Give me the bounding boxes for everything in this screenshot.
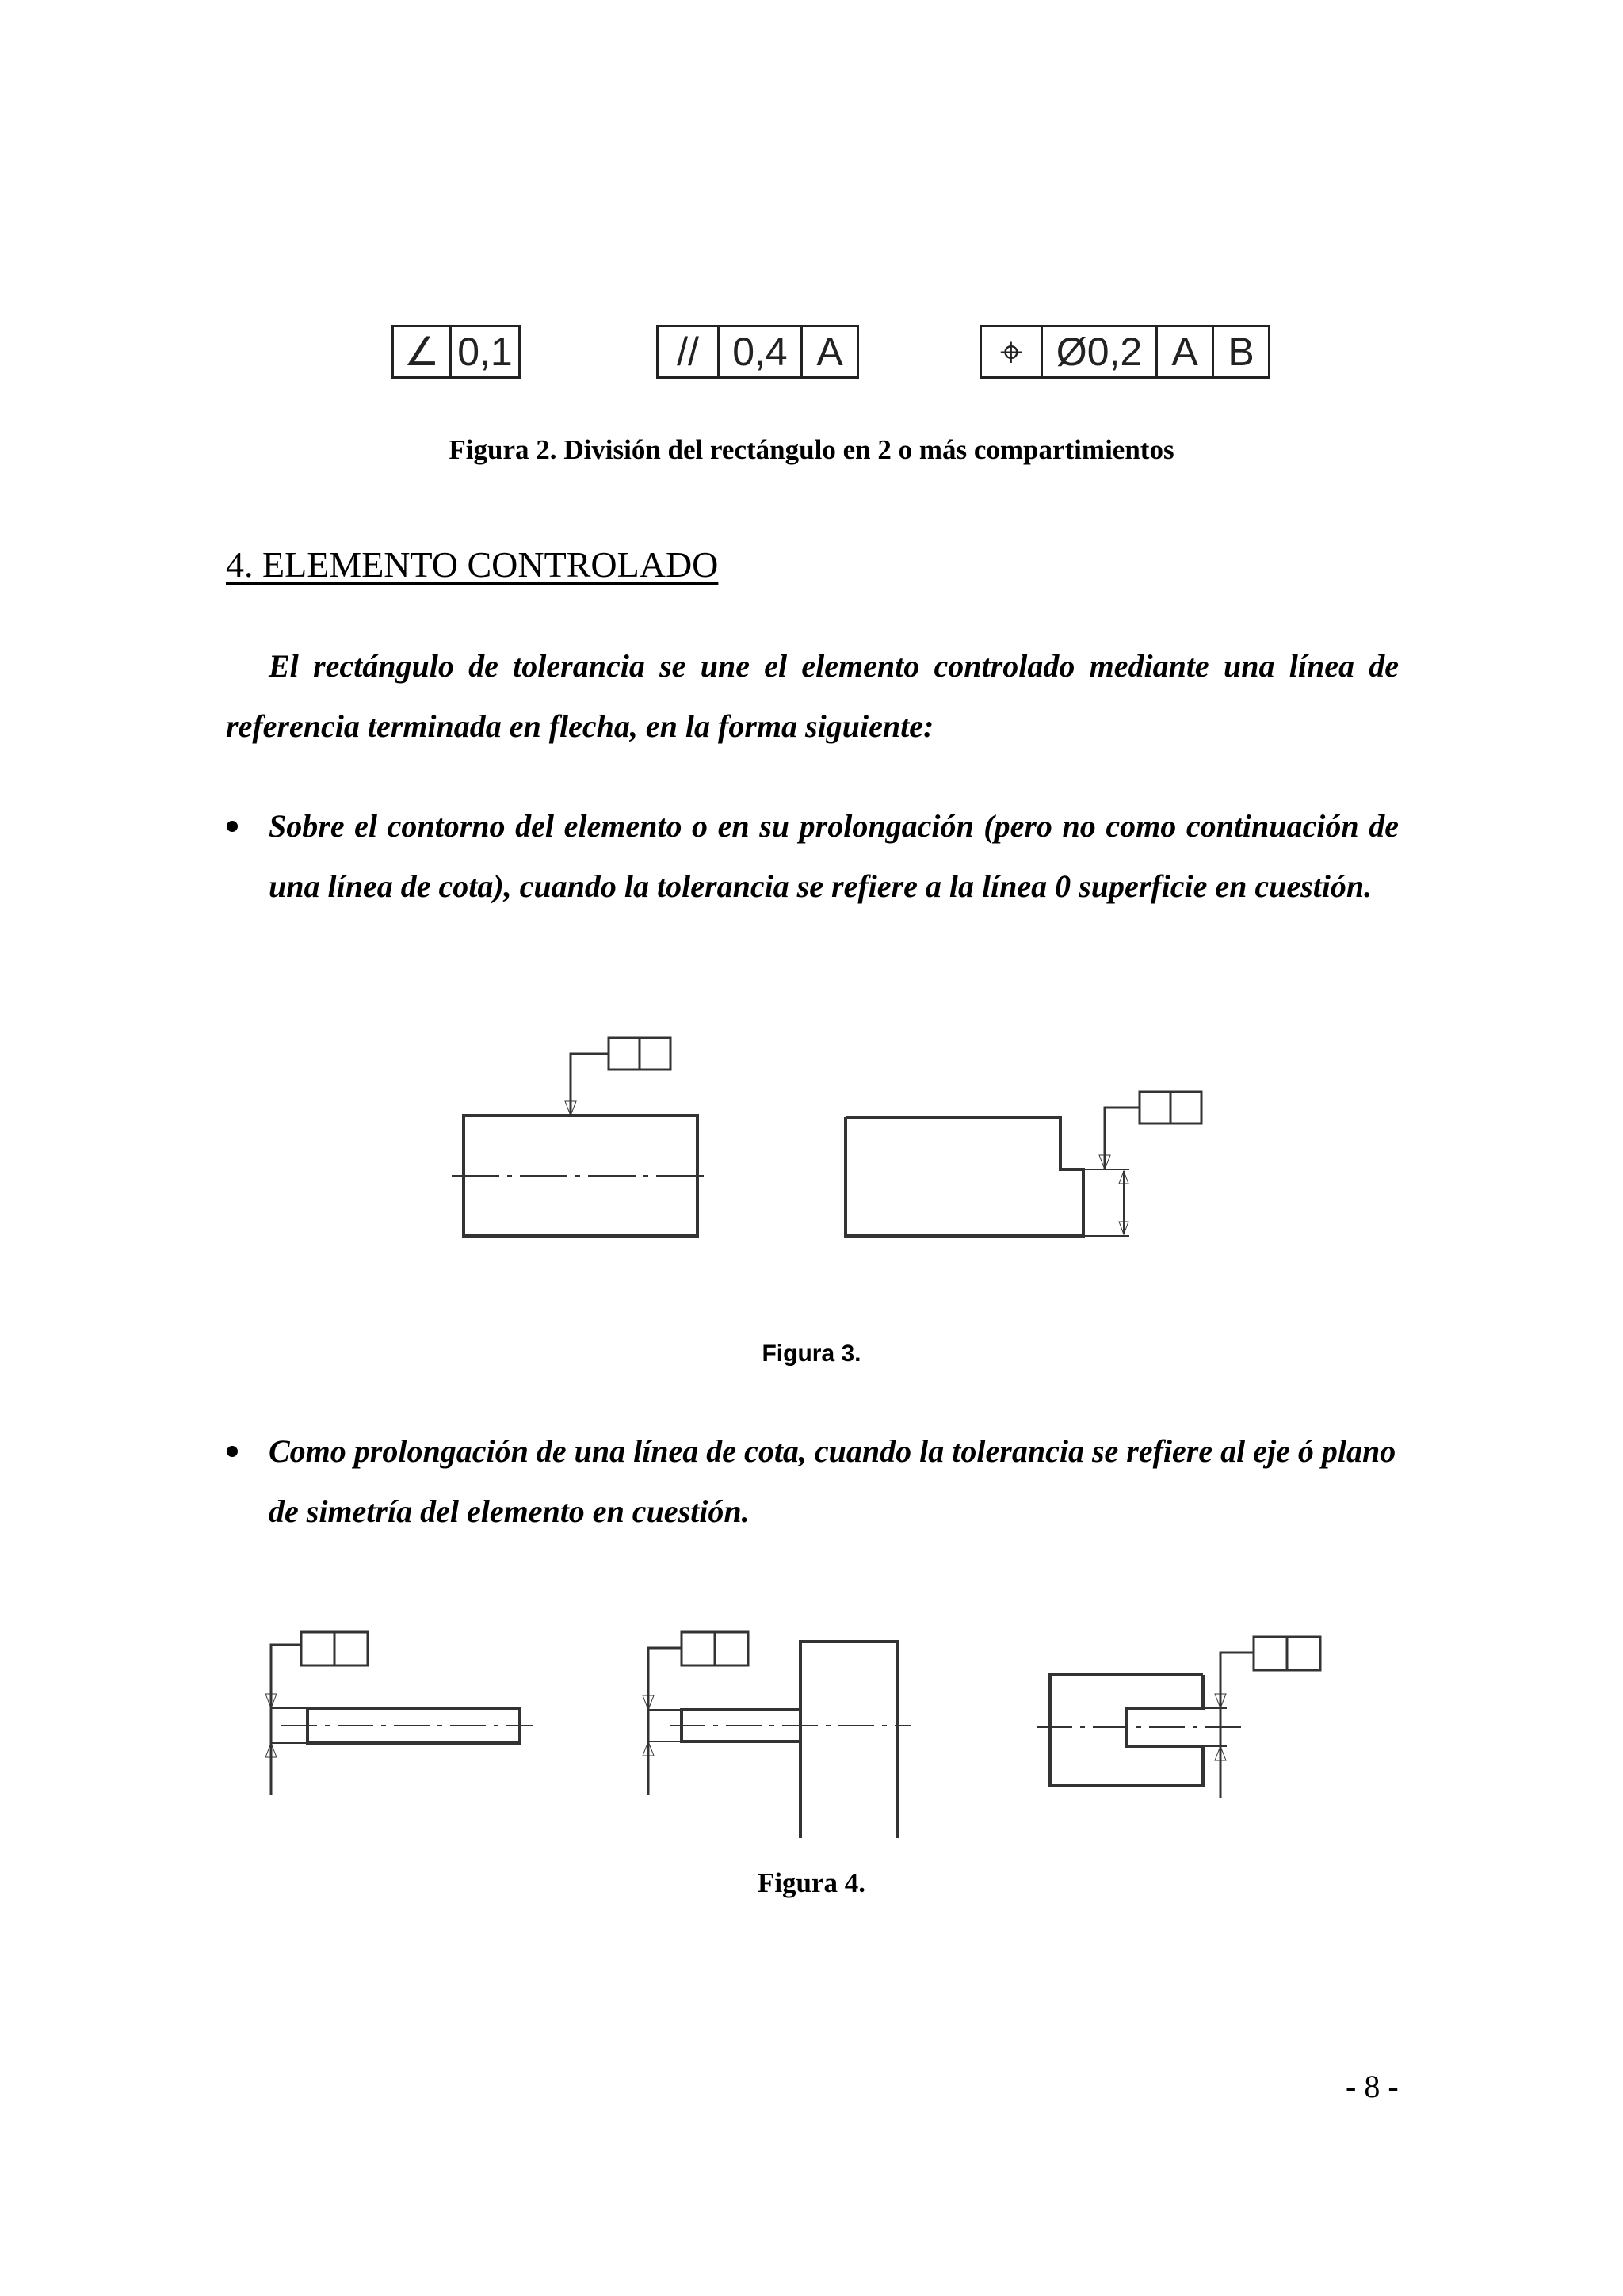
- leader-line: [571, 1054, 609, 1116]
- datum-cell: A: [1158, 327, 1214, 376]
- figure-4-drawing: [0, 1616, 1623, 1838]
- figure-3-drawing: [0, 1022, 1623, 1260]
- tolerance-frame-angularity: [391, 325, 521, 379]
- bullet-text-1: Sobre el contorno del elemento o en su prolongación (pero no como continuación de una línea de cota), cuando la tolerancia se refiere a la línea 0 superficie en cuestión.: [269, 808, 1399, 904]
- parallelism-symbol-cell: //: [659, 327, 720, 376]
- tolerance-value-cell: 0,4: [720, 327, 803, 376]
- bullet-dot: [227, 821, 238, 832]
- figure-3-caption: Figura 3.: [762, 1341, 861, 1367]
- flange: [800, 1642, 897, 1838]
- tolerance-value-cell: Ø0,2: [1043, 327, 1158, 376]
- angularity-symbol-cell: ∠: [394, 327, 452, 376]
- tolerance-value-cell: 0,1: [457, 330, 513, 374]
- figure-4-caption: Figura 4.: [757, 1867, 866, 1898]
- leader-line: [648, 1648, 682, 1795]
- figure-2-caption: Figura 2. División del rectángulo en 2 o más compartimientos: [449, 434, 1174, 465]
- leader-line: [1220, 1653, 1254, 1798]
- datum-cell: B: [1228, 330, 1254, 374]
- datum-cell: A: [816, 330, 843, 374]
- section-heading: 4. ELEMENTO CONTROLADO: [226, 544, 719, 585]
- bullet-dot: [227, 1446, 238, 1457]
- leader-line: [1105, 1108, 1140, 1169]
- stepped-part-outline: [846, 1117, 1083, 1236]
- slotted-block: [1050, 1675, 1203, 1786]
- bullet-text-2: Como prolongación de una línea de cota, cuando la tolerancia se refiere al eje ó plano de simetría del elemento en cuestión.: [269, 1433, 1396, 1529]
- position-symbol-cell: ⌖: [982, 327, 1043, 376]
- intro-paragraph: El rectángulo de tolerancia se une el elemento controlado mediante una línea de referencia terminada en flecha, en la forma siguiente:: [226, 648, 1399, 744]
- tolerance-frame-position: [980, 325, 1270, 379]
- page-number: - 8 -: [1346, 2069, 1399, 2104]
- tolerance-frame-parallelism: [656, 325, 859, 379]
- leader-line: [271, 1645, 301, 1795]
